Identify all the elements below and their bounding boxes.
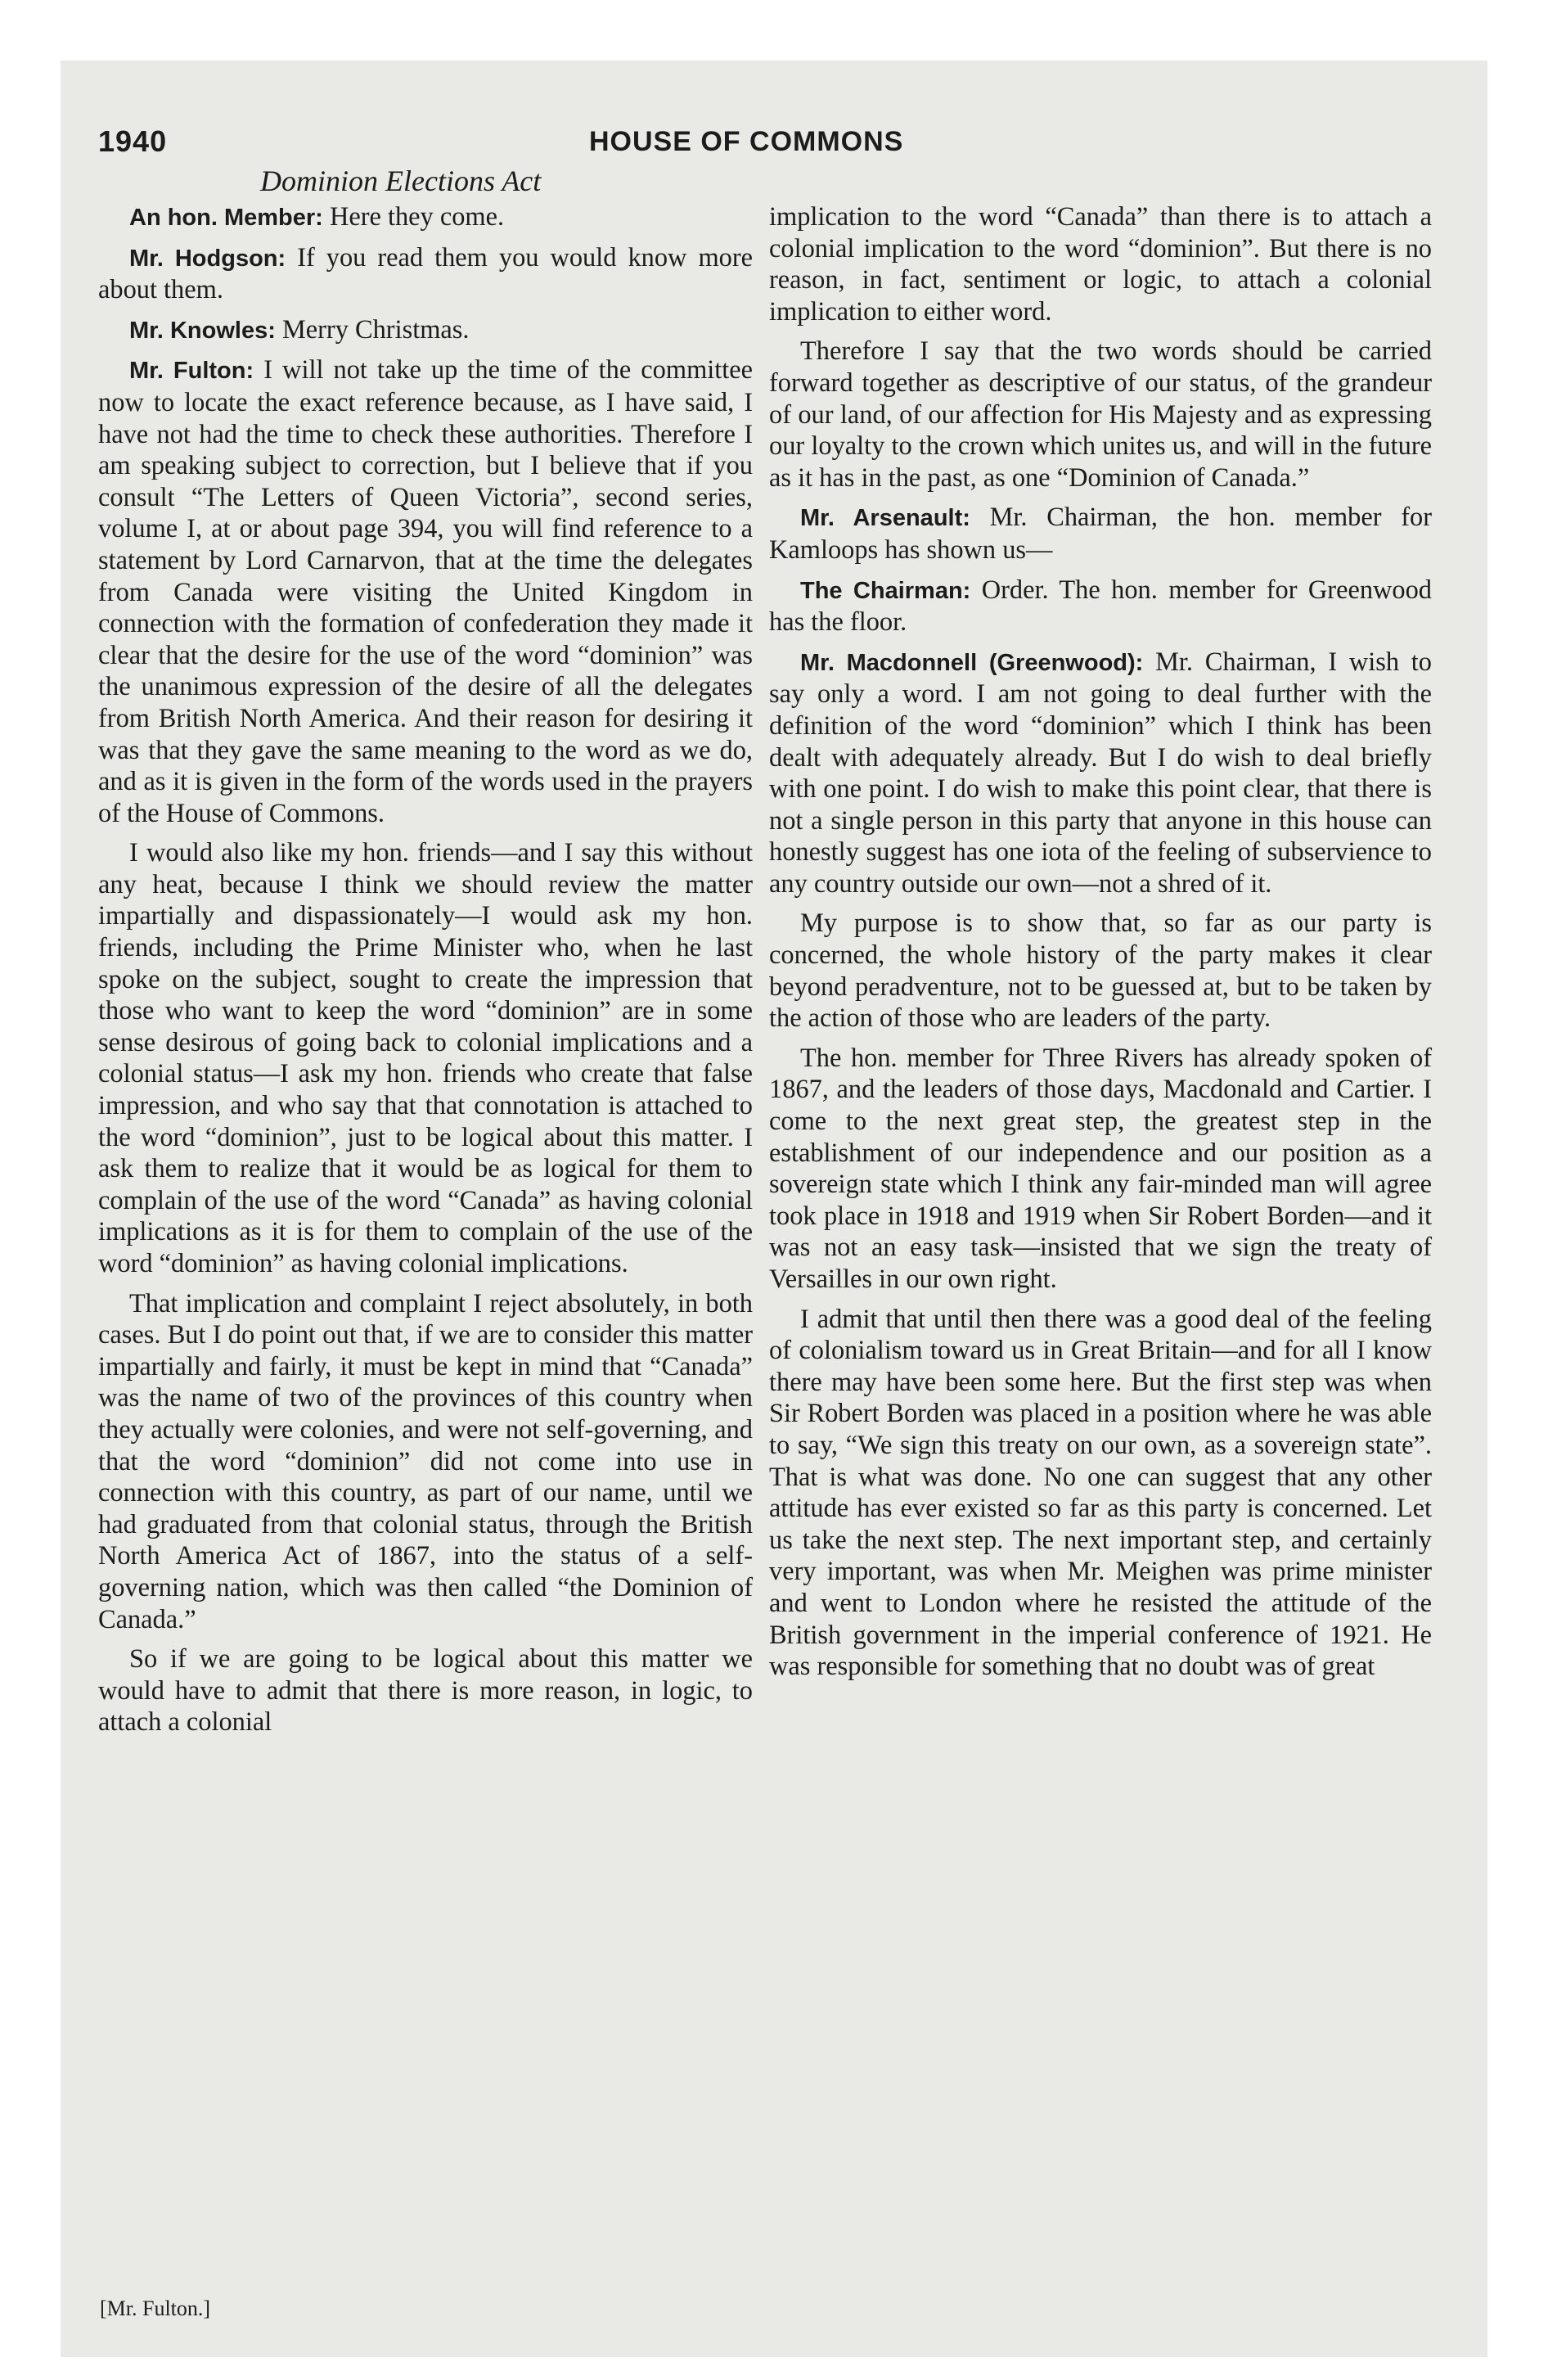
paragraph bbox=[769, 647, 1432, 900]
left-column bbox=[98, 201, 753, 1747]
speaker-name: The Chairman: bbox=[800, 577, 971, 604]
speaker-name: Mr. Hodgson: bbox=[129, 245, 286, 272]
paragraph-text: Mr. Chairman, I wish to say only a word. I am not going to deal further with the definition of the word “dominion” which I think has been dealt with adequately already. But I do wish to deal briefly with one point. I do wish to make this point clear, that there is not a single person in this party that anyone in this house can honestly suggest has one iota of the feeling of subservience to any country outside our own—not a shred of it. bbox=[769, 647, 1432, 899]
paragraph bbox=[98, 314, 753, 347]
speaker-name: Mr. Fulton: bbox=[129, 358, 254, 385]
paragraph bbox=[98, 354, 753, 829]
page-number: 1940 bbox=[98, 124, 168, 158]
paragraph-text: I would also like my hon. friends—and I say this without any heat, because I think we should review the matter impartially and dispassionately—I would ask my hon. friends, including the Prime Minister who, when he last spoke on the subject, sought to create the impression that those who want to keep the word “dominion” are in some sense desirous of going back to colonial implications and a colonial status—I ask my hon. friends who create that false impression, and who say that that connotation is attached to the word “dominion”, just to be logical about this matter. I ask them to realize that it would be as logical for them to complain of the use of the word “Canada” as having colonial implications as it is for them to complain of the use of the word “dominion” as having colonial implications. bbox=[98, 838, 753, 1278]
footer-attribution: [Mr. Fulton.] bbox=[100, 2297, 211, 2320]
right-column bbox=[769, 201, 1432, 1691]
paragraph-text: That implication and complaint I reject absolutely, in both cases. But I do point out that, if we are to consider this matter impartially and fairly, it must be kept in mind that “Canada” was the name of two of the provinces of this country when they actually were colonies, and were not self-governing, and that the word “dominion” did not come into use in connection with this country, as part of our name, until we had graduated from that colonial status, through the British North America Act of 1867, into the status of a self-governing nation, which was then called “the Dominion of Canada.” bbox=[98, 1288, 753, 1634]
paragraph-text: implication to the word “Canada” than there is to attach a colonial implication to the word “dominion”. But there is no reason, in fact, sentiment or logic, to attach a colonial implication to either word. bbox=[769, 202, 1432, 327]
paragraph bbox=[98, 242, 753, 306]
paragraph-text: The hon. member for Three Rivers has already spoken of 1867, and the leaders of those days, Macdonald and Cartier. I come to the next great step, the greatest step in the establishment of our independence and our position as a sovereign state which I think any fair-minded man will agree took place in 1918 and 1919 when Sir Robert Borden—and it was not an easy task—insisted that we sign the treaty of Versailles in our own right. bbox=[769, 1043, 1432, 1294]
running-head: HOUSE OF COMMONS bbox=[589, 126, 904, 157]
paragraph bbox=[769, 502, 1432, 566]
paragraph-text: Merry Christmas. bbox=[281, 314, 470, 345]
paragraph bbox=[98, 201, 753, 234]
section-title: Dominion Elections Act bbox=[260, 165, 542, 197]
paragraph bbox=[769, 201, 1432, 327]
speaker-name: Mr. Knowles: bbox=[129, 317, 276, 344]
paragraph-text: So if we are going to be logical about this matter we would have to admit that there is more reason, in logic, to attach a colonial bbox=[98, 1644, 753, 1738]
paragraph bbox=[769, 1043, 1432, 1296]
speaker-name: Mr. Macdonnell (Greenwood): bbox=[800, 649, 1144, 676]
speaker-name: Mr. Arsenault: bbox=[800, 505, 970, 532]
paragraph-text: Here they come. bbox=[329, 202, 505, 232]
paragraph bbox=[769, 336, 1432, 494]
paragraph bbox=[98, 1643, 753, 1738]
paragraph bbox=[769, 908, 1432, 1034]
speaker-name: An hon. Member: bbox=[129, 205, 323, 231]
paragraph-text: I admit that until then there was a good deal of the feeling of colonialism toward us in Great Britain—and for all I know there may have been some here. But the first step was when Sir Robert Borden was placed in a position where he was able to say, “We sign this treaty on our own, as a sovereign state”. That is what was done. No one can suggest that any other attitude has ever existed so far as this party is concerned. Let us take the next step. The next important step, and certainly very important, was when Mr. Meighen was prime minister and went to London where he resisted the attitude of the British government in the imperial conference of 1921. He was responsible for something that no doubt was of great bbox=[769, 1304, 1432, 1682]
paragraph-text: My purpose is to show that, so far as our party is concerned, the whole history of the party makes it clear beyond peradventure, not to be guessed at, but to be taken by the action of those who are leaders of the party. bbox=[769, 908, 1432, 1034]
paragraph-text: Therefore I say that the two words should be carried forward together as descriptive of our status, of the grandeur of our land, of our affection for His Majesty and as expressing our loyalty to the crown which unites us, and will in the future as it has in the past, as one “Dominion of Canada.” bbox=[769, 336, 1432, 493]
paragraph-text: If you read them you would know more about them. bbox=[98, 242, 753, 305]
paragraph-text: I will not take up the time of the committee now to locate the exact reference because, as I have said, I have not had the time to check these authorities. Therefore I am speaking subject to correction, but I believe that if you consult “The Letters of Queen Victoria”, second series, volume I, at or about page 394, you will find reference to a statement by Lord Carnarvon, that at the time the delegates from Canada were visiting the United Kingdom in connection with the formation of confederation they made it clear that the desire for the use of the word “dominion” was the unanimous expression of the desire of all the delegates from British North America. And their reason for desiring it was that they gave the same meaning to the word as we do, and as it is given in the form of the words used in the prayers of the House of Commons. bbox=[98, 355, 754, 828]
paragraph bbox=[769, 1304, 1432, 1683]
paragraph bbox=[769, 575, 1432, 638]
paragraph-text: Mr. Chairman, the hon. member for Kamloops has shown us— bbox=[769, 503, 1432, 565]
paragraph bbox=[98, 837, 753, 1279]
paragraph bbox=[98, 1288, 753, 1636]
paragraph-text: Order. The hon. member for Greenwood has the floor. bbox=[769, 575, 1432, 638]
